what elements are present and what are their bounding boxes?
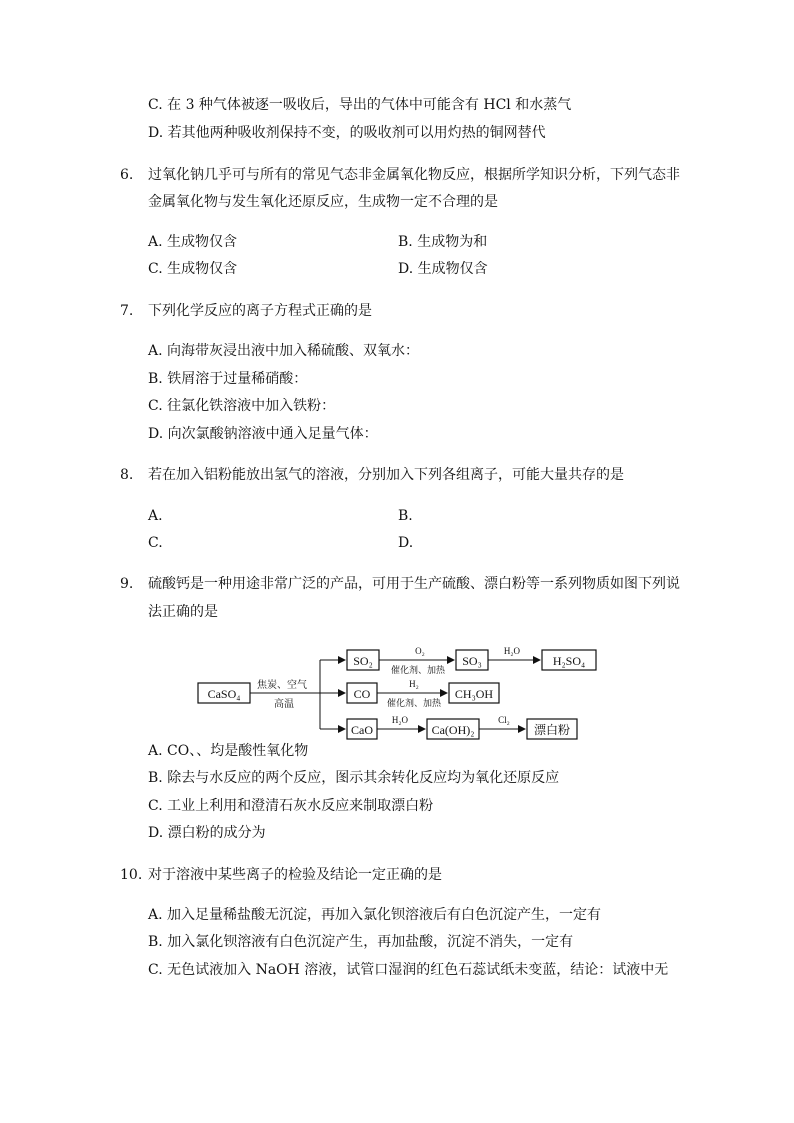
so2-label: SO₂ <box>353 654 373 668</box>
h2-label: H₂ <box>409 679 419 689</box>
q10-option-b: B. 加入氯化钡溶液有白色沉淀产生，再加盐酸，沉淀不消失，一定有 <box>148 934 574 950</box>
h2o-2-label: H₂O <box>391 715 409 725</box>
q9-stem-line2: 法正确的是 <box>148 604 218 620</box>
caoh2-label: Ca(OH)₂ <box>431 723 475 737</box>
q7-option-c: C. 往氯化铁溶液中加入铁粉： <box>148 398 336 414</box>
cond-bottom-label: 高温 <box>274 699 294 710</box>
cao-label: CaO <box>351 723 373 737</box>
q7-option-b: B. 铁屑溶于过量稀硝酸： <box>148 371 308 387</box>
q6-stem-line1: 过氧化钠几乎可与所有的常见气态非金属氧化物反应，根据所学知识分析，下列气态非 <box>148 167 680 183</box>
h2so4-label: H₂SO₄ <box>552 654 586 668</box>
cond-top-label: 焦炭、空气 <box>257 680 307 691</box>
q9-option-d: D. 漂白粉的成分为 <box>148 825 266 841</box>
q9-option-c: C. 工业上利用和澄清石灰水反应来制取漂白粉 <box>148 798 434 814</box>
cat1-label: 催化剂、加热 <box>390 665 446 675</box>
q8-number: 8. <box>120 467 134 483</box>
co-label: CO <box>353 687 371 701</box>
q7-option-d: D. 向次氯酸钠溶液中通入足量气体： <box>148 426 378 442</box>
q8-option-b: B. <box>398 508 413 524</box>
q8-option-c: C. <box>148 535 163 551</box>
q9-number: 9. <box>120 576 134 592</box>
q6-option-d: D. 生成物仅含 <box>398 261 488 277</box>
q6-option-c: C. 生成物仅含 <box>148 261 238 277</box>
q10-number: 10. <box>120 867 143 883</box>
h2o-1-label: H₂O <box>503 646 521 656</box>
q5-option-d: D. 若其他两种吸收剂保持不变，的吸收剂可以用灼热的铜网替代 <box>148 125 546 141</box>
q8-stem: 若在加入铝粉能放出氢气的溶液，分别加入下列各组离子，可能大量共存的是 <box>148 467 624 483</box>
q9-option-b: B. 除去与水反应的两个反应，图示其余转化反应均为氧化还原反应 <box>148 770 560 786</box>
q7-stem: 下列化学反应的离子方程式正确的是 <box>148 303 372 319</box>
q6-option-a: A. 生成物仅含 <box>148 234 238 250</box>
q9-stem-line1: 硫酸钙是一种用途非常广泛的产品，可用于生产硫酸、漂白粉等一系列物质如图下列说 <box>148 576 680 592</box>
q10-option-a: A. 加入足量稀盐酸无沉淀，再加入氯化钡溶液后有白色沉淀产生，一定有 <box>148 907 602 923</box>
q7-option-a: A. 向海带灰浸出液中加入稀硫酸、双氧水： <box>148 343 420 359</box>
q6-number: 6. <box>120 167 134 183</box>
q8-option-d: D. <box>398 535 414 551</box>
o2-label: O₂ <box>415 646 425 656</box>
cl2-label: Cl₂ <box>498 715 510 725</box>
q6-stem-line2: 金属氧化物与发生氧化还原反应，生成物一定不合理的是 <box>148 194 498 210</box>
q7-number: 7. <box>120 303 134 319</box>
q8-option-a: A. <box>148 508 163 524</box>
bleach-label: 漂白粉 <box>533 723 571 737</box>
q9-reaction-diagram <box>190 640 610 742</box>
caso4-label: CaSO₄ <box>207 687 241 701</box>
cat2-label: 催化剂、加热 <box>386 698 442 708</box>
q10-option-c: C. 无色试液加入 NaOH 溶液，试管口湿润的红色石蕊试纸未变蓝，结论：试液中无 <box>148 962 669 978</box>
q10-stem: 对于溶液中某些离子的检验及结论一定正确的是 <box>148 867 442 883</box>
q6-option-b: B. 生成物为和 <box>398 234 488 250</box>
ch3oh-label: CH₃OH <box>454 687 494 701</box>
q9-option-a: A. CO、、均是酸性氧化物 <box>148 743 309 759</box>
q5-option-c: C. 在 3 种气体被逐一吸收后，导出的气体中可能含有 HCl 和水蒸气 <box>148 97 572 113</box>
so3-label: SO₃ <box>462 654 482 668</box>
